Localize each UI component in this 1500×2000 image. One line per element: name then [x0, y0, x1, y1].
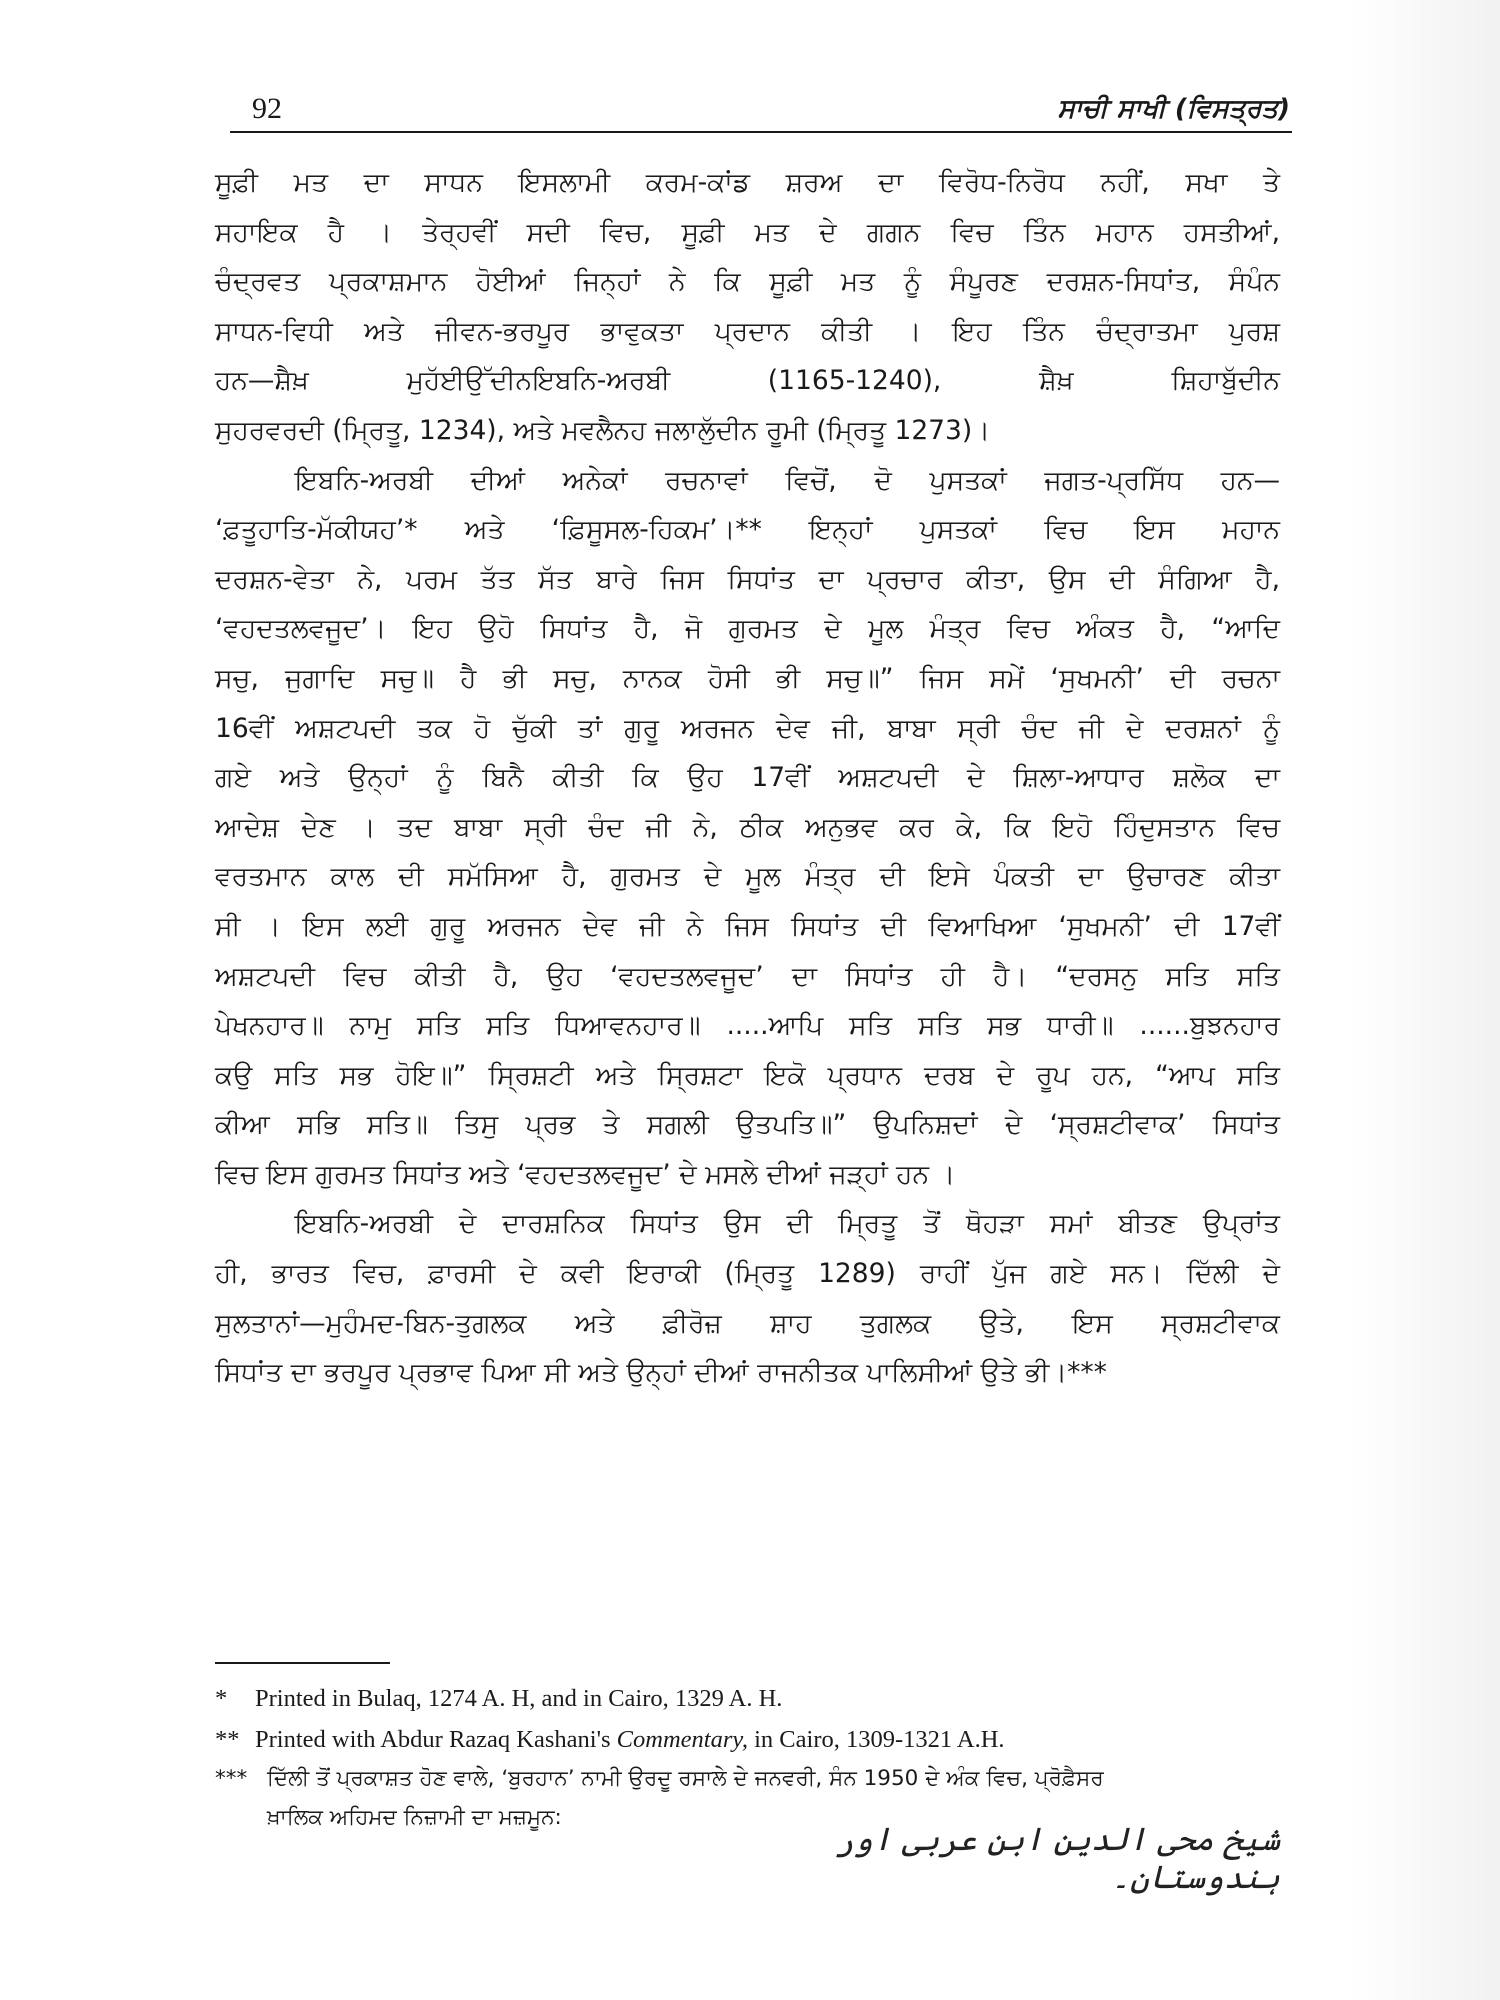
footnote-text: ਦਿੱਲੀ ਤੋਂ ਪ੍ਰਕਾਸ਼ਤ ਹੋਣ ਵਾਲੇ, ‘ਬੁਰਹਾਨ’ ਨਾਮੀ ਉਰਦੂ ਰਸਾਲੇ ਦੇ ਜਨਵਰੀ, ਸੰਨ 1950 ਦੇ ਅੰਕ ਵਿਚ, ਪ੍ਰੋਫ਼ੈਸਰ [267, 1766, 1104, 1791]
footnote-text-after: in Cairo, 1309-1321 A.H. [748, 1726, 1005, 1753]
footnotes [215, 1678, 1295, 1838]
text-line: ਆਦੇਸ਼ ਦੇਣ । ਤਦ ਬਾਬਾ ਸ੍ਰੀ ਚੰਦ ਜੀ ਨੇ, ਠੀਕ ਅਨੁਭਵ ਕਰ ਕੇ, ਕਿ ਇਹੋ ਹਿੰਦੁਸਤਾਨ ਵਿਚ [215, 811, 1280, 843]
running-title: ਸਾਚੀ ਸਾਖੀ (ਵਿਸਤ੍ਰਤ) [1057, 94, 1290, 124]
footnote-rule [215, 1662, 390, 1664]
urdu-article-title: شیخ محی الدین ابن عربی اور ہندوستان۔ [835, 1820, 1280, 1896]
text-line: ਦਰਸ਼ਨ-ਵੇਤਾ ਨੇ, ਪਰਮ ਤੱਤ ਸੱਤ ਬਾਰੇ ਜਿਸ ਸਿਧਾਂਤ ਦਾ ਪ੍ਰਚਾਰ ਕੀਤਾ, ਉਸ ਦੀ ਸੰਗਿਆ ਹੈ, [215, 563, 1280, 595]
text-line: ‘ਫ਼ਤੂਹਾਤਿ-ਮੱਕੀਯਹ’* ਅਤੇ ‘ਫ਼ਿਸੂਸਲ-ਹਿਕਮ’।** ਇਨ੍ਹਾਂ ਪੁਸਤਕਾਂ ਵਿਚ ਇਸ ਮਹਾਨ [215, 514, 1280, 546]
text-line: ਸੁਹਰਵਰਦੀ (ਮ੍ਰਿਤੂ, 1234), ਅਤੇ ਮਵਲੈਨਹ ਜਲਾਲੁੱਦੀਨ ਰੂਮੀ (ਮ੍ਰਿਤੂ 1273)। [215, 414, 991, 446]
text-line: ਵਰਤਮਾਨ ਕਾਲ ਦੀ ਸਮੱਸਿਆ ਹੈ, ਗੁਰਮਤ ਦੇ ਮੂਲ ਮੰਤ੍ਰ ਦੀ ਇਸੇ ਪੰਕਤੀ ਦਾ ਉਚਾਰਣ ਕੀਤਾ [215, 861, 1280, 893]
text-line: ਸੁਲਤਾਨਾਂ—ਮੁਹੰਮਦ-ਬਿਨ-ਤੁਗਲਕ ਅਤੇ ਫ਼ੀਰੋਜ਼ ਸ਼ਾਹ ਤੁਗਲਕ ਉਤੇ, ਇਸ ਸ੍ਰਸ਼ਟੀਵਾਕ [215, 1307, 1280, 1339]
text-line: ਸਚੁ, ਜੁਗਾਦਿ ਸਚੁ॥ ਹੈ ਭੀ ਸਚੁ, ਨਾਨਕ ਹੋਸੀ ਭੀ ਸਚੁ॥” ਜਿਸ ਸਮੇਂ ‘ਸੁਖਮਨੀ’ ਦੀ ਰਚਨਾ [215, 662, 1280, 694]
text-line: ‘ਵਹਦਤਲਵਜੂਦ’। ਇਹ ਉਹੋ ਸਿਧਾਂਤ ਹੈ, ਜੋ ਗੁਰਮਤ ਦੇ ਮੂਲ ਮੰਤ੍ਰ ਵਿਚ ਅੰਕਤ ਹੈ, “ਆਦਿ [215, 613, 1280, 645]
text-line: ਸਾਧਨ-ਵਿਧੀ ਅਤੇ ਜੀਵਨ-ਭਰਪੂਰ ਭਾਵੁਕਤਾ ਪ੍ਰਦਾਨ ਕੀਤੀ । ਇਹ ਤਿੰਨ ਚੰਦ੍ਰਾਤਮਾ ਪੁਰਸ਼ [215, 315, 1280, 347]
text-line: ਅਸ਼ਟਪਦੀ ਵਿਚ ਕੀਤੀ ਹੈ, ਉਹ ‘ਵਹਦਤਲਵਜੂਦ’ ਦਾ ਸਿਧਾਂਤ ਹੀ ਹੈ। “ਦਰਸਨੁ ਸਤਿ ਸਤਿ [215, 960, 1280, 992]
footnote-text: Printed in Bulaq, 1274 A. H, and in Cairo, 1329 A. H. [255, 1685, 783, 1712]
page-header [230, 92, 1290, 132]
text-line: ਇਬਨਿ-ਅਰਬੀ ਦੇ ਦਾਰਸ਼ਨਿਕ ਸਿਧਾਂਤ ਉਸ ਦੀ ਮ੍ਰਿਤੂ ਤੋਂ ਥੋਹੜਾ ਸਮਾਂ ਬੀਤਣ ਉਪ੍ਰਾਂਤ [295, 1208, 1280, 1240]
text-line: ਸਿਧਾਂਤ ਦਾ ਭਰਪੂਰ ਪ੍ਰਭਾਵ ਪਿਆ ਸੀ ਅਤੇ ਉਨ੍ਹਾਂ ਦੀਆਂ ਰਾਜਨੀਤਕ ਪਾਲਿਸੀਆਂ ਉਤੇ ਭੀ।*** [215, 1357, 1107, 1389]
text-line: ਹਨ—ਸ਼ੈਖ਼ ਮੁਹੱਈਉੱਦੀਨਇਬਨਿ-ਅਰਬੀ (1165-1240), ਸ਼ੈਖ਼ ਸ਼ਿਹਾਬੁੱਦੀਨ [215, 365, 1280, 397]
text-line: ਸੀ । ਇਸ ਲਈ ਗੁਰੂ ਅਰਜਨ ਦੇਵ ਜੀ ਨੇ ਜਿਸ ਸਿਧਾਂਤ ਦੀ ਵਿਆਖਿਆ ‘ਸੁਖਮਨੀ’ ਦੀ 17ਵੀਂ [215, 910, 1280, 942]
header-rule [230, 131, 1292, 133]
body-text [215, 158, 1280, 1398]
page-edge-shadow [1350, 0, 1500, 2000]
text-line: ਸੂਫ਼ੀ ਮਤ ਦਾ ਸਾਧਨ ਇਸਲਾਮੀ ਕਰਮ-ਕਾਂਡ ਸ਼ਰਅ ਦਾ ਵਿਰੋਧ-ਨਿਰੋਧ ਨਹੀਂ, ਸਖਾ ਤੇ [215, 167, 1280, 198]
text-line: ਗਏ ਅਤੇ ਉਨ੍ਹਾਂ ਨੂੰ ਬਿਨੈ ਕੀਤੀ ਕਿ ਉਹ 17ਵੀਂ ਅਸ਼ਟਪਦੀ ਦੇ ਸ਼ਿਲਾ-ਆਧਾਰ ਸ਼ਲੋਕ ਦਾ [215, 762, 1280, 794]
footnote-mark: * [215, 1685, 228, 1712]
footnote-mark: *** [215, 1766, 248, 1791]
footnote-mark: ** [215, 1726, 240, 1753]
text-line: ਕੀਆ ਸਭਿ ਸਤਿ॥ ਤਿਸੁ ਪ੍ਰਭ ਤੇ ਸਗਲੀ ਉਤਪਤਿ॥” ਉਪਨਿਸ਼ਦਾਂ ਦੇ ‘ਸ੍ਰਸ਼ਟੀਵਾਕ’ ਸਿਧਾਂਤ [215, 1109, 1280, 1141]
text-line: ਹੀ, ਭਾਰਤ ਵਿਚ, ਫ਼ਾਰਸੀ ਦੇ ਕਵੀ ਇਰਾਕੀ (ਮ੍ਰਿਤੂ 1289) ਰਾਹੀਂ ਪੁੱਜ ਗਏ ਸਨ। ਦਿੱਲੀ ਦੇ [215, 1258, 1280, 1290]
footnote-text [255, 1719, 1005, 1760]
footnote-3 [215, 1760, 1295, 1798]
footnote-1 [215, 1678, 1295, 1719]
text-line: ਵਿਚ ਇਸ ਗੁਰਮਤ ਸਿਧਾਂਤ ਅਤੇ ‘ਵਹਦਤਲਵਜੂਦ’ ਦੇ ਮਸਲੇ ਦੀਆਂ ਜੜ੍ਹਾਂ ਹਨ । [215, 1158, 956, 1190]
text-line: ਸਹਾਇਕ ਹੈ । ਤੇਰ੍ਹਵੀਂ ਸਦੀ ਵਿਚ, ਸੂਫ਼ੀ ਮਤ ਦੇ ਗਗਨ ਵਿਚ ਤਿੰਨ ਮਹਾਨ ਹਸਤੀਆਂ, [215, 216, 1280, 248]
footnote-text-before: Printed with Abdur Razaq Kashani's [255, 1726, 617, 1753]
text-line: ਪੇਖਨਹਾਰ॥ ਨਾਮੁ ਸਤਿ ਸਤਿ ਧਿਆਵਨਹਾਰ॥ .....ਆਪਿ ਸਤਿ ਸਤਿ ਸਭ ਧਾਰੀ॥ ......ਬੁਝਨਹਾਰ [215, 1010, 1280, 1042]
footnote-2 [215, 1719, 1295, 1760]
page-number: 92 [252, 92, 282, 125]
footnote-3-continuation: ਖ਼ਾਲਿਕ ਅਹਿਮਦ ਨਿਜ਼ਾਮੀ ਦਾ ਮਜ਼ਮੂਨ: [267, 1805, 562, 1830]
text-line: 16ਵੀਂ ਅਸ਼ਟਪਦੀ ਤਕ ਹੋ ਚੁੱਕੀ ਤਾਂ ਗੁਰੂ ਅਰਜਨ ਦੇਵ ਜੀ, ਬਾਬਾ ਸ੍ਰੀ ਚੰਦ ਜੀ ਦੇ ਦਰਸ਼ਨਾਂ ਨੂੰ [215, 712, 1280, 744]
text-line: ਕਉ ਸਤਿ ਸਭ ਹੋਇ॥” ਸ੍ਰਿਸ਼ਟੀ ਅਤੇ ਸ੍ਰਿਸ਼ਟਾ ਇਕੋ ਪ੍ਰਧਾਨ ਦਰਬ ਦੇ ਰੂਪ ਹਨ, “ਆਪ ਸਤਿ [215, 1059, 1280, 1091]
text-line: ਇਬਨਿ-ਅਰਬੀ ਦੀਆਂ ਅਨੇਕਾਂ ਰਚਨਾਵਾਂ ਵਿਚੋਂ, ਦੋ ਪੁਸਤਕਾਂ ਜਗਤ-ਪ੍ਰਸਿੱਧ ਹਨ— [295, 464, 1280, 496]
text-line: ਚੰਦ੍ਰਵਤ ਪ੍ਰਕਾਸ਼ਮਾਨ ਹੋਈਆਂ ਜਿਨ੍ਹਾਂ ਨੇ ਕਿ ਸੂਫ਼ੀ ਮਤ ਨੂੰ ਸੰਪੂਰਣ ਦਰਸ਼ਨ-ਸਿਧਾਂਤ, ਸੰਪੰਨ [215, 266, 1280, 298]
footnote-text-italic: Commentary, [616, 1726, 748, 1753]
